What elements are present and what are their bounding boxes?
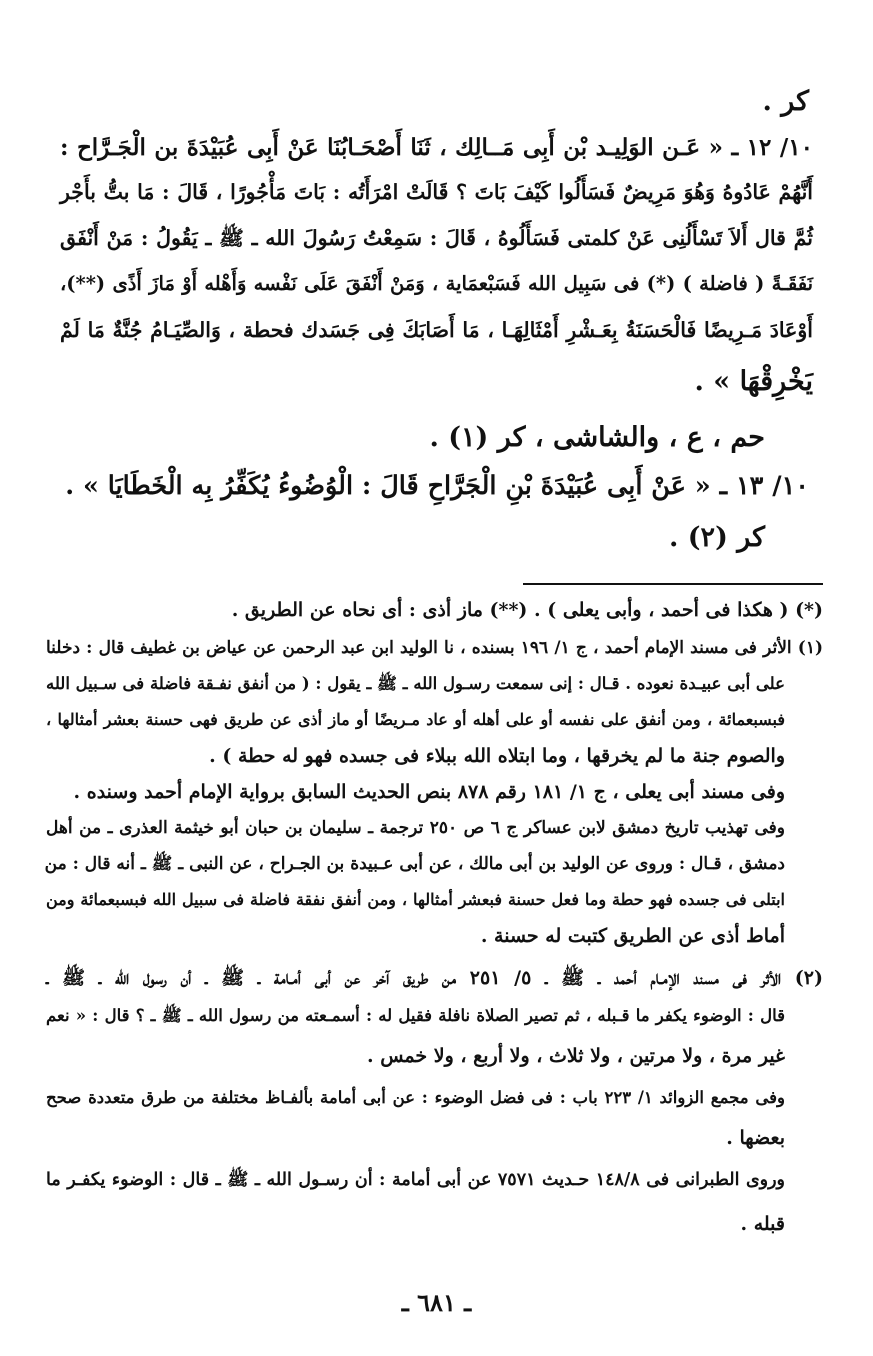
- footnote-line-13: غير مرة ، ولا مرتين ، ولا ثلاث ، ولا أربع ، ولا خمس .: [366, 1045, 785, 1067]
- main-line-8: حم ، ع ، والشاشى ، كر (١) .: [429, 422, 765, 453]
- footnote-line-11: (٢) الأثر فى مسند الإمـام أحمد ـ ﷺ ـ ٥/ ٢٥١ من طريق آخر عن أبى أمـامة ـ ﷺ ـ أن رسول الله ـ ﷺ ـ: [46, 967, 824, 989]
- main-line-5: نَفَقَـةً ( فاضلة ) (*) فى سَبِيل الله فَسَبْعمَاية ، وَمَنْ أَنْفَقَ عَلَى نَفْسه وَأَهْله أَوْ مَازَ أَذًى (**)،: [60, 272, 813, 295]
- footnote-line-7: وفى تهذيب تاريخ دمشق لابن عساكر ج ٦ ص ٢٥٠ ترجمة ـ سليمان بن حبان أبو خيثمة العذرى ـ من أهل: [46, 818, 785, 838]
- footnote-separator: [523, 583, 823, 585]
- footnote-line-5: والصوم جنة ما لم يخرقها ، وما ابتلاه الله ببلاء فى جسده فهو له حطة ) .: [209, 745, 785, 767]
- main-line-10: كر (٢) .: [668, 522, 765, 553]
- footnote-line-9: ابتلى فى جسده فهو حطة وما فعل حسنة فبعشر أمثالها ، ومن أنفق نفقة فاضلة فى سبيل الله فبسبعمائة ومن: [46, 890, 786, 909]
- footnote-line-4: فبسبعمائة ، ومن أنفق على نفسه أو على أهله أو عاد مـريضًا أو ماز أذى عن طريق فهى حسنة بعشر أمثالها ،: [46, 710, 785, 729]
- footnote-line-6: وفى مسند أبى يعلى ، ج ١/ ١٨١ رقم ٨٧٨ بنص الحديث السابق برواية الإمام أحمد وسنده .: [73, 781, 785, 803]
- footnote-line-15: بعضها .: [726, 1127, 785, 1149]
- main-line-7: يَخْرِقْهَا » .: [694, 366, 813, 397]
- footnote-line-14: وفى مجمع الزوائد ١/ ٢٢٣ باب : فى فضل الوضوء : عن أبى أمامة بألفـاظ مختلفة من طرق متعددة صحح: [46, 1088, 785, 1107]
- page-number: ـ ٦٨١ ـ: [401, 1288, 472, 1317]
- main-line-3: أَنَّهُمْ عَادُوهُ وَهُوَ مَرِيضٌ فَسَأَلُوا كَيْفَ بَاتَ ؟ قَالَتْ امْرَأَتُه : بَاتَ مَأْجُورًا ، قَالَ : مَا بتُّ بأَجْر: [60, 180, 813, 204]
- footnote-line-8: دمشق ، قـال : وروى عن الوليد بن أبى مالك ، عن أبى عـبيدة بن الجـراح ، عن النبى ـ ﷺ ـ أنه قال : من: [44, 854, 785, 874]
- main-line-2: ١٠/ ١٢ ـ « عَـن الوَلِيـد بْن أَبِى مَــالِك ، ثَنَا أَصْحَـابُنَا عَنْ أَبِى عُبَيْدَةَ بن الْجَـرَّاح :: [60, 134, 813, 161]
- footnote-line-17: قبله .: [740, 1213, 785, 1235]
- main-line-6: أَوْعَادَ مَـرِيضًا فَالْحَسَنَةُ بِعَـشْرِ أَمْثَالِهَـا ، مَا أَصَابَكَ فِى جَسَدك فحطة ، وَالصِّيَـامُ جُنَّةٌ مَا لَمْ: [60, 318, 813, 342]
- main-line-1: كر .: [762, 86, 809, 117]
- footnote-line-2: (١) الأثر فى مسند الإمام أحمد ، ج ١/ ١٩٦ بسنده ، نا الوليد ابن عبد الرحمن عن عياض بن غطيف قال : دخلنا: [46, 638, 823, 658]
- main-line-4: ثُمَّ قال أَلاَ تَسْأَلُنِى عَنْ كلمتى فَسَأَلُوهُ ، قَالَ : سَمِعْتُ رَسُولَ الله ـ ﷺ ـ يَقُولُ : مَنْ أَنْفَق: [60, 226, 813, 250]
- footnote-line-1: (*) ( هكذا فى أحمد ، وأبى يعلى ) . (**) ماز أذى : أى نحاه عن الطريق .: [231, 599, 823, 621]
- footnote-line-16: وروى الطبرانى فى ١٤٨/٨ حـديث ٧٥٧١ عن أبى أمامة : أن رسـول الله ـ ﷺ ـ قال : الوضوء يكفـر ما: [46, 1170, 785, 1190]
- footnote-line-12: قال : الوضوء يكفر ما قـبله ، ثم تصير الصلاة نافلة فقيل له : أسمـعته من رسول الله ـ ﷺ ـ ؟ قال : « نعم: [46, 1006, 785, 1025]
- main-line-9: ١٠/ ١٣ ـ « عَنْ أَبِى عُبَيْدَةَ بْنِ الْجَرَّاحِ قَالَ : الْوُضُوءُ يُكَفِّرُ بِه الْخَطَايَا » .: [65, 471, 809, 501]
- footnote-line-10: أماط أذى عن الطريق كتبت له حسنة .: [480, 925, 785, 947]
- footnote-line-3: على أبى عبيـدة نعوده . قـال : إنى سمعت رسـول الله ـ ﷺ ـ يقول : ( من أنفق نفـقة فاضلة فى سـبيل الله: [46, 674, 785, 693]
